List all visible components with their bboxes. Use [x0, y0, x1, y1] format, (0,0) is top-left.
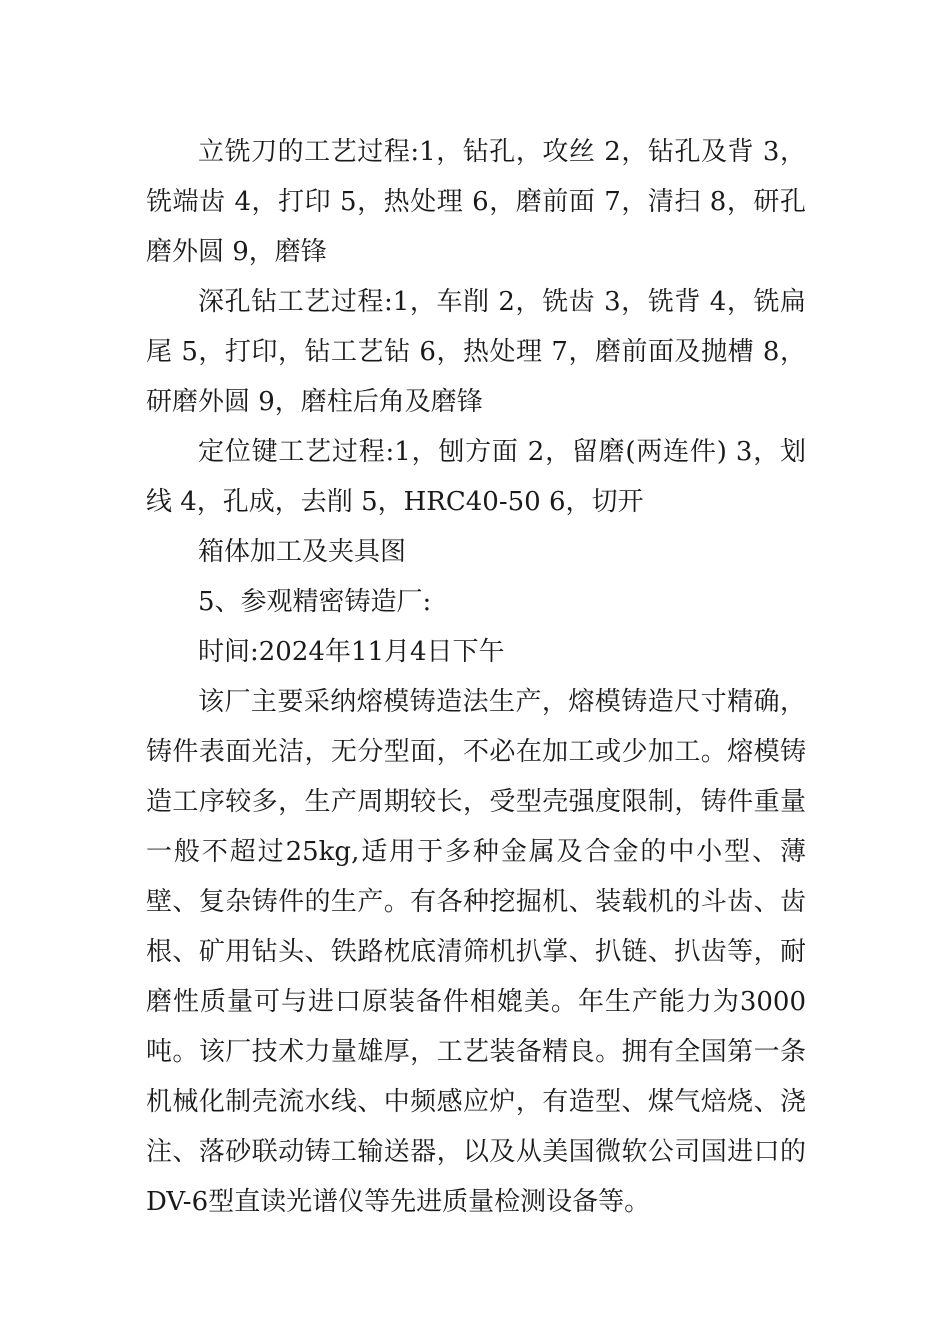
- document-page: [146, 127, 806, 1227]
- paragraph-box-machining-fixture: 箱体加工及夹具图: [198, 537, 407, 567]
- paragraph-positioning-key-process: 定位键工艺过程:1，刨方面 2，留磨(两连件) 3，划线 4，孔成，去削 5，HRC40-50 6，切开: [146, 437, 806, 517]
- paragraph-deep-hole-drill-process: 深孔钻工艺过程:1，车削 2，铣齿 3，铣背 4，铣扁尾 5，打印，钻工艺钻 6，热处理 7，磨前面及抛槽 8，研磨外圆 9，磨柱后角及磨锋: [146, 287, 806, 417]
- paragraph-end-mill-process: 立铣刀的工艺过程:1，钻孔，攻丝 2，钻孔及背 3，铣端齿 4，打印 5，热处理 6，磨前面 7，清扫 8，研孔磨外圆 9，磨锋: [146, 137, 806, 267]
- paragraph-casting-plant-description: 该厂主要采纳熔模铸造法生产，熔模铸造尺寸精确，铸件表面光洁，无分型面，不必在加工或少加工。熔模铸造工序较多，生产周期较长，受型壳强度限制，铸件重量一般不超过25kg,适用于多种金属及合金的中小型、薄壁、复杂铸件的生产。有各种挖掘机、装载机的斗齿、齿根、矿用钻头、铁路枕底清筛机扒掌、扒链、扒齿等，耐磨性质量可与进口原装备件相媲美。年生产能力为3000吨。该厂技术力量雄厚，工艺装备精良。拥有全国第一条机械化制壳流水线、中频感应炉，有造型、煤气焙烧、浇注、落砂联动铸工输送器，以及从美国微软公司国进口的DV-6型直读光谱仪等先进质量检测设备等。: [146, 687, 806, 1217]
- paragraph-visit-time: 时间:2024年11月4日下午: [198, 637, 505, 667]
- section-heading-precision-casting: 5、参观精密铸造厂:: [198, 587, 432, 617]
